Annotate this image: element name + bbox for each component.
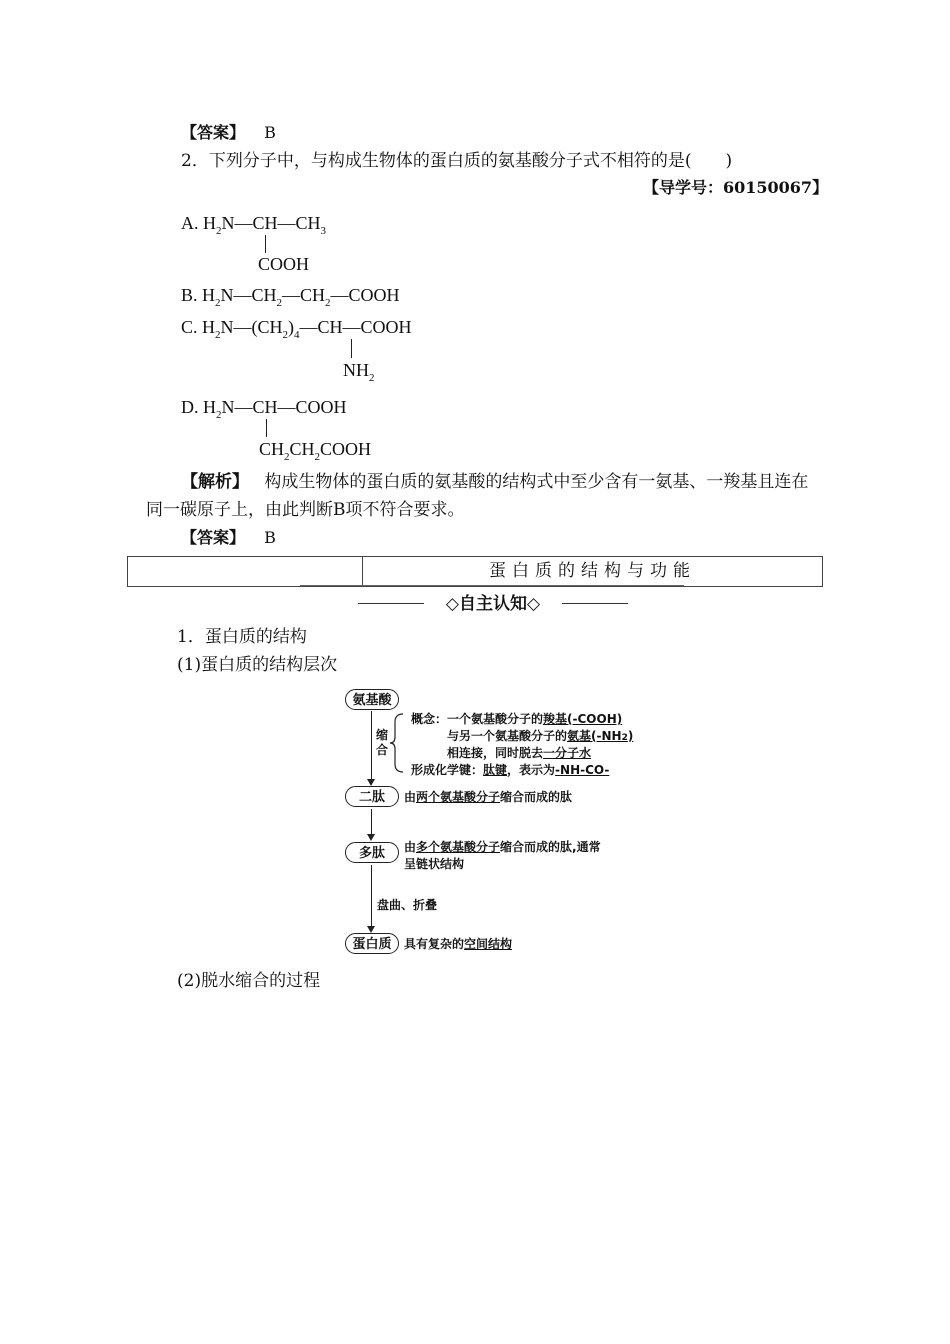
bond-line-text: 形成化学键：肽键，表示为-NH-CO- — [411, 763, 610, 777]
concept-line-2: 与另一个氨基酸分子的氨基(-NH2) — [447, 729, 634, 743]
bond-line — [266, 419, 267, 437]
node-protein: 蛋白质 — [345, 933, 399, 954]
guide-number: 【导学号：60150067】 — [643, 178, 829, 197]
subsection-header — [358, 592, 628, 616]
analysis-line-2: 同一碳原子上，由此判断B项不符合要求。 — [146, 500, 465, 520]
option-a-substituent: COOH — [258, 254, 310, 274]
arrow-head — [367, 779, 375, 786]
node-polypeptide: 多肽 — [345, 842, 399, 863]
bond-line — [265, 235, 266, 253]
bond-line — [351, 339, 352, 358]
option-c-substituent: $NH_2$ — [343, 360, 375, 384]
node-dipeptide: 二肽 — [345, 786, 399, 807]
concept-line-1: 概念：一个氨基酸分子的羧基(-COOH) — [411, 712, 623, 726]
item-1-2: (2)脱水缩合的过程 — [177, 971, 321, 991]
condense-label-2: 合 — [376, 743, 389, 757]
analysis-line-1: 【解析】 构成生物体的蛋白质的氨基酸的结构式中至少含有一氨基、一羧基且连在 — [181, 472, 809, 492]
answer-label: 【答案】 B — [181, 123, 276, 142]
answer-label: 【答案】 B — [181, 528, 276, 547]
arrow-head — [367, 926, 375, 933]
polypeptide-desc-2: 呈链状结构 — [404, 857, 465, 871]
dipeptide-desc: 由两个氨基酸分子缩合而成的肽 — [404, 790, 573, 804]
section-title: 蛋白质的结构与功能 — [489, 561, 696, 581]
divider-left — [358, 603, 424, 604]
subsection-title: ◇自主认知◇ — [445, 594, 541, 614]
option-a: A. $H_2N—CH—CH_3$ — [181, 213, 327, 237]
divider-right — [562, 603, 628, 604]
question-stem: 2．下列分子中，与构成生物体的蛋白质的氨基酸分子式不相符的是( ) — [181, 151, 733, 171]
brace-icon — [389, 712, 405, 774]
fold-label: 盘曲、折叠 — [377, 898, 438, 912]
section-header — [127, 556, 823, 587]
option-b: B. $H_2N—CH_2—CH_2—COOH$ — [181, 285, 400, 309]
polypeptide-desc-1: 由多个氨基酸分子缩合而成的肽,通常 — [404, 840, 601, 854]
arrow-line — [371, 711, 372, 781]
node-amino-acid: 氨基酸 — [345, 689, 399, 710]
item-1-1: (1)蛋白质的结构层次 — [177, 655, 338, 675]
arrow-head — [367, 834, 375, 841]
header-underline — [300, 585, 684, 586]
arrow-line — [371, 865, 372, 928]
option-d-substituent: $CH_2CH_2COOH$ — [259, 439, 372, 463]
option-c: C. $H_2N—(CH_2)_4—CH—COOH$ — [181, 317, 412, 341]
option-d: D. $H_2N—CH—COOH$ — [181, 397, 347, 421]
arrow-line — [371, 809, 372, 836]
concept-line-3: 相连接，同时脱去一分子水 — [447, 746, 592, 760]
protein-desc: 具有复杂的空间结构 — [404, 937, 513, 951]
condense-label-1: 缩 — [376, 728, 389, 742]
item-1: 1．蛋白质的结构 — [177, 627, 307, 647]
